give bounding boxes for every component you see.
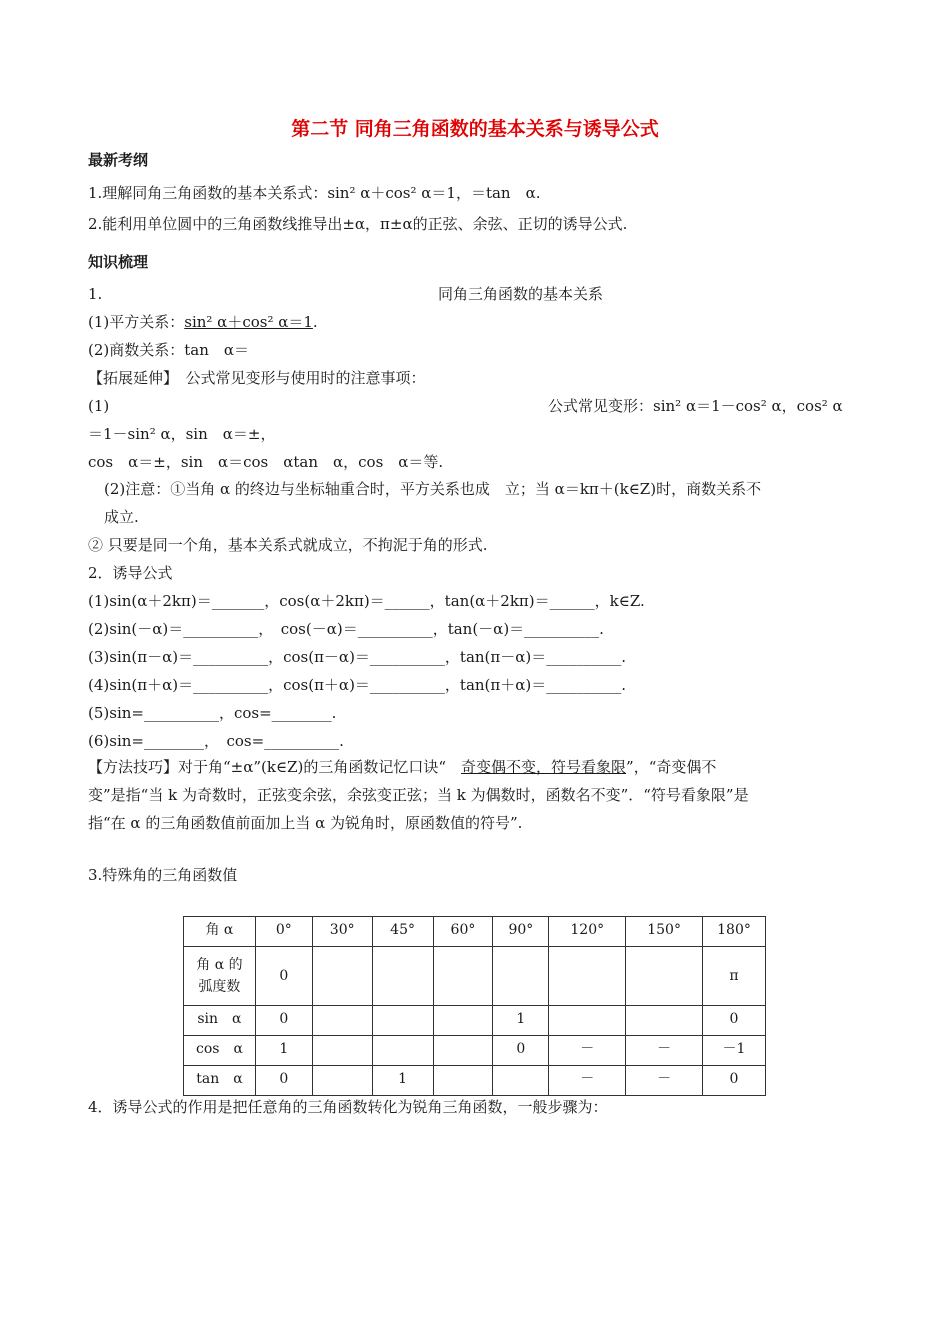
formula-5: (5)sin=__________，cos=________. <box>88 704 337 722</box>
table-cell <box>312 1006 372 1036</box>
table-cell: 180° <box>703 917 766 947</box>
table-row <box>184 917 766 947</box>
table-row <box>184 947 766 1006</box>
table-cell: 0 <box>493 1036 549 1066</box>
review-heading: 知识梳理 <box>88 253 149 271</box>
table-cell: 0 <box>255 947 312 1006</box>
square-relation <box>88 312 318 332</box>
method-tip-line-3: 指“在 α 的三角函数值前面加上当 α 为锐角时，原函数值的符号”. <box>88 814 523 832</box>
section-1-number: 1. <box>88 285 103 303</box>
table-cell <box>433 947 493 1006</box>
table-cell: 角 α <box>184 917 256 947</box>
table-cell: sin α <box>184 1006 256 1036</box>
table-cell: 角 α 的 弧度数 <box>184 947 256 1006</box>
table-cell <box>549 947 626 1006</box>
method-tip <box>88 757 716 777</box>
table-cell: 0 <box>255 1066 312 1096</box>
extension-1-continued: ＝1－sin² α，sin α＝±， <box>88 425 276 443</box>
section-1-title: 同角三角函数的基本关系 <box>438 285 604 303</box>
table-cell: － <box>626 1036 703 1066</box>
outline-item-1: 1.理解同角三角函数的基本关系式：sin² α＋cos² α＝1，＝tan α. <box>88 184 541 202</box>
step-4-text: 4．诱导公式的作用是把任意角的三角函数转化为锐角三角函数，一般步骤为： <box>88 1098 608 1116</box>
table-cell: 0 <box>703 1006 766 1036</box>
table-cell: 120° <box>549 917 626 947</box>
table-cell: 0° <box>255 917 312 947</box>
quotient-relation: (2)商数关系：tan α＝ <box>88 341 250 359</box>
formula-4: (4)sin(π＋α)＝__________，cos(π＋α)＝__________，tan(π＋α)＝__________. <box>88 676 627 694</box>
extension-1-end: cos α＝±，sin α＝cos αtan α，cos α＝等. <box>88 453 444 471</box>
square-relation-formula: sin² α＋cos² α＝1 <box>184 313 313 331</box>
table-cell: 150° <box>626 917 703 947</box>
method-tip-lead: 【方法技巧】对于角“±α”(k∈Z)的三角函数记忆口诀“ <box>88 758 462 776</box>
method-tip-line-2: 变”是指“当 k 为奇数时，正弦变余弦，余弦变正弦；当 k 为偶数时，函数名不变”．“符号看象限”是 <box>88 786 749 804</box>
extension-1-text: 公式常见变形：sin² α＝1－cos² α，cos² α <box>548 397 843 415</box>
section-2-title: 2．诱导公式 <box>88 564 173 582</box>
table-cell: 0 <box>255 1006 312 1036</box>
table-cell: 1 <box>493 1006 549 1036</box>
table-row <box>184 1036 766 1066</box>
table-cell <box>433 1066 493 1096</box>
table-cell <box>312 1066 372 1096</box>
table-cell <box>312 947 372 1006</box>
table-cell: π <box>703 947 766 1006</box>
square-relation-label: (1)平方关系： <box>88 313 185 331</box>
table-cell: 45° <box>372 917 433 947</box>
extension-heading: 【拓展延伸】 公式常见变形与使用时的注意事项： <box>88 369 426 387</box>
square-relation-end: . <box>312 313 318 331</box>
table-cell: － <box>626 1066 703 1096</box>
table-cell: － <box>549 1036 626 1066</box>
table-cell: 60° <box>433 917 493 947</box>
formula-3: (3)sin(π－α)＝__________，cos(π－α)＝__________，tan(π－α)＝__________. <box>88 648 627 666</box>
formula-6: (6)sin=________， cos=__________. <box>88 732 344 750</box>
outline-heading: 最新考纲 <box>88 151 149 169</box>
extension-3-text: ② 只要是同一个角，基本关系式就成立，不拘泥于角的形式. <box>88 536 488 554</box>
table-cell: 30° <box>312 917 372 947</box>
table-cell: 1 <box>372 1066 433 1096</box>
extension-2-continued: 成立. <box>104 508 139 526</box>
outline-item-2: 2.能利用单位圆中的三角函数线推导出±α，π±α的正弦、余弦、正切的诱导公式. <box>88 215 628 233</box>
table-cell <box>626 1006 703 1036</box>
table-cell <box>493 947 549 1006</box>
table-cell <box>312 1036 372 1066</box>
method-tip-mnemonic: 奇变偶不变，符号看象限 <box>461 758 627 776</box>
table-cell <box>372 1036 433 1066</box>
formula-1: (1)sin(α＋2kπ)＝_______，cos(α＋2kπ)＝______，tan(α＋2kπ)＝______，k∈Z. <box>88 592 645 610</box>
formula-2: (2)sin(－α)＝__________， cos(－α)＝__________，tan(－α)＝__________. <box>88 620 604 638</box>
table-cell: 1 <box>255 1036 312 1066</box>
section-3-title: 3.特殊角的三角函数值 <box>88 866 238 884</box>
table-cell <box>372 1006 433 1036</box>
table-cell: 90° <box>493 917 549 947</box>
table-cell <box>372 947 433 1006</box>
table-row <box>184 1006 766 1036</box>
table-cell <box>433 1036 493 1066</box>
extension-1-number: (1) <box>88 397 110 415</box>
table-cell <box>626 947 703 1006</box>
table-cell: cos α <box>184 1036 256 1066</box>
table-cell: 0 <box>703 1066 766 1096</box>
table-row <box>184 1066 766 1096</box>
table-cell <box>549 1006 626 1036</box>
table-cell: － <box>549 1066 626 1096</box>
table-cell <box>433 1006 493 1036</box>
method-tip-tail: ”，“奇变偶不 <box>626 758 717 776</box>
page-title: 第二节 同角三角函数的基本关系与诱导公式 <box>291 118 659 140</box>
special-angle-table <box>183 916 766 1096</box>
extension-2-text: (2)注意：①当角 α 的终边与坐标轴重合时，平方关系也成 立；当 α＝kπ＋(k∈Z)时，商数关系不 <box>104 480 762 498</box>
table-cell <box>493 1066 549 1096</box>
table-cell: tan α <box>184 1066 256 1096</box>
table-cell: －1 <box>703 1036 766 1066</box>
